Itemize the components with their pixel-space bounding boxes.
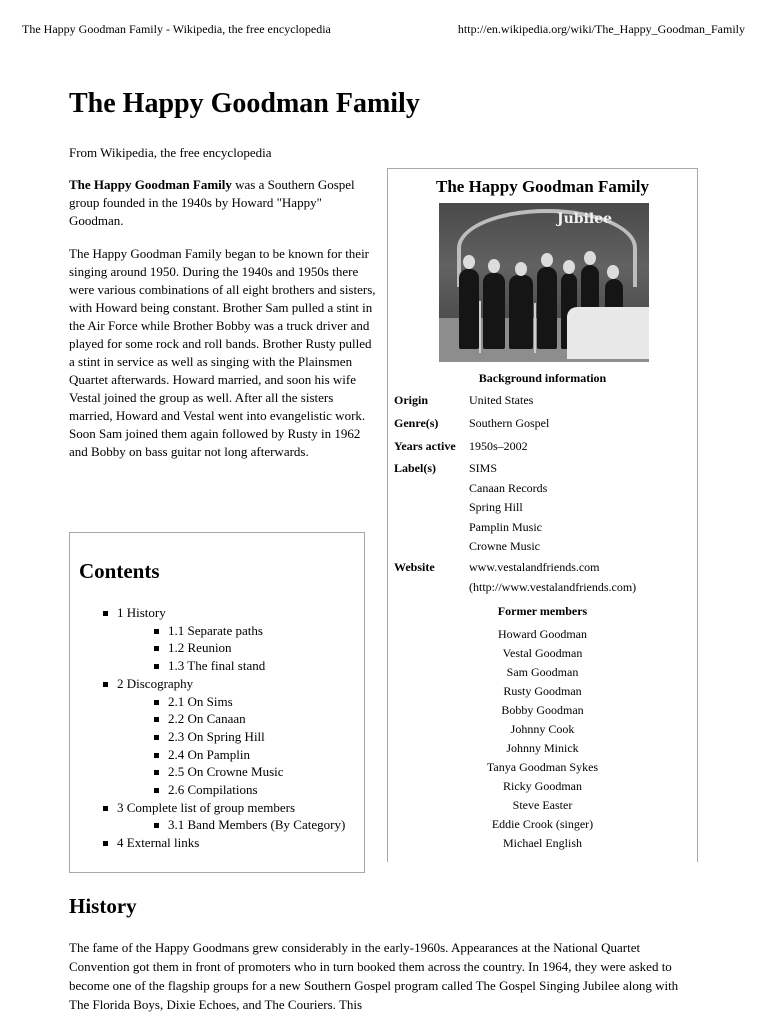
piano [567,307,649,359]
toc-subitem[interactable] [154,622,345,640]
site-subtitle: From Wikipedia, the free encyclopedia [69,145,272,160]
label-item[interactable]: Canaan Records [469,480,548,495]
print-header-url[interactable]: http://en.wikipedia.org/wiki/The_Happy_Goodman_Family [457,22,745,36]
former-members-list [388,625,697,853]
origin-value[interactable]: United States [469,393,534,407]
toc-link[interactable]: 2.2 On Canaan [168,711,246,727]
label-item[interactable]: Crowne Music [469,539,540,553]
toc-link[interactable]: 2.1 On Sims [168,693,233,709]
website-value [469,558,636,597]
former-members-heading: Former members [497,604,588,618]
toc-subitem[interactable] [154,728,345,746]
singer-figure [459,269,479,349]
singer-figure [537,267,557,349]
toc-subitem[interactable] [154,781,345,799]
toc-item[interactable] [103,604,345,675]
member-item[interactable]: Eddie Crook (singer) [491,817,594,831]
toc-item[interactable] [103,675,345,799]
toc-link[interactable]: 3.1 Band Members (By Category) [168,817,346,833]
singer-head [488,259,500,273]
label-item[interactable]: Pamplin Music [469,519,543,534]
singer-figure [509,275,533,349]
toc-subitem[interactable] [154,710,345,728]
toc-link[interactable]: 1.1 Separate paths [168,622,263,638]
member-item[interactable]: Michael English [503,836,582,850]
genre-label: Genre(s) [394,416,439,430]
website-url: (http://www.vestalandfriends.com) [469,579,637,594]
print-header-title: The Happy Goodman Family - Wikipedia, the free encyclopedia [22,22,331,36]
website-label: Website [394,560,435,574]
origin-label: Origin [394,393,429,407]
page-title: The Happy Goodman Family [69,88,420,119]
toc-subitem[interactable] [154,816,345,834]
singer-figure [483,273,505,349]
background-info-heading: Background information [478,371,607,385]
band-photo[interactable] [439,203,649,362]
singer-head [463,255,475,269]
toc-subitem[interactable] [154,693,345,711]
genre-value[interactable]: Southern Gospel [469,416,550,430]
history-paragraph: The fame of the Happy Goodmans grew considerably in the early-1960s. Appearances at the National Quartet Convention got them in front of promoters who in turn booked them across the country. In 1964, they were asked to become one of the flagship groups for a new Southern Gospel program called The Gospel Singing Jubilee along with The Florida Boys, Dixie Echoes, and The Couriers. This [69,940,679,1012]
singer-head [563,260,575,274]
intro-text: was a Southern Gospel group founded in the 1940s by Howard "Happy" Goodman. [69,177,355,228]
intro-section [69,176,379,476]
toc-link[interactable]: 2.6 Compilations [168,782,258,798]
intro-paragraph [69,176,379,230]
member-item[interactable]: Johnny Minick [506,741,579,755]
member-item[interactable]: Steve Easter [512,798,573,812]
toc-link[interactable]: 1.3 The final stand [168,658,266,674]
toc-link[interactable]: 2 Discography [117,675,194,691]
website-link[interactable]: www.vestalandfriends.com [469,560,600,574]
toc-subitem[interactable] [154,763,345,781]
member-item[interactable]: Bobby Goodman [501,703,584,717]
member-item[interactable]: Howard Goodman [498,627,587,641]
member-item[interactable]: Vestal Goodman [502,646,583,660]
labels-list [469,459,547,557]
contents-heading: Contents [79,559,160,583]
background-paragraph: The Happy Goodman Family began to be known for their singing around 1950. During the 1940s and 1950s there were various combinations of all eight brothers and sisters, with Howard being constant. Brother Sam pulled a stint in the Air Force while Brother Bobby was a truck driver and played for some rock and roll bands. Brother Rusty pulled a stint in service as well as singing with the Plainsmen Quartet afterwards. Howard married, and soon his wife Vestal joined the group as well. After all the sisters married, Howard and Vestal went into evangelistic work. Soon Sam joined them again followed by Rusty in 1962 and Bobby on bass guitar not long afterwards. [69,246,376,459]
intro-bold-title: The Happy Goodman Family [69,177,232,192]
singer-head [515,262,527,276]
member-item[interactable]: Johnny Cook [510,722,575,736]
singer-head [607,265,619,279]
history-heading: History [69,894,137,918]
microphone-stand [479,301,481,353]
toc-item[interactable] [103,834,345,852]
singer-head [541,253,553,267]
years-label: Years active [394,439,456,453]
jubilee-sign: Jubilee [557,211,613,227]
singer-head [584,251,596,265]
member-item[interactable]: Ricky Goodman [503,779,582,793]
microphone-stand [534,303,536,353]
infobox-title: The Happy Goodman Family [435,177,649,196]
label-item[interactable]: Spring Hill [469,500,523,514]
toc-subitem[interactable] [154,746,345,764]
toc-subitem[interactable] [154,657,345,675]
member-item[interactable]: Sam Goodman [506,665,579,679]
toc-item[interactable] [103,799,345,834]
toc-subitem[interactable] [154,639,345,657]
toc-link[interactable]: 1.2 Reunion [168,640,232,656]
years-value: 1950s–2002 [469,439,528,453]
infobox [387,168,698,862]
member-item[interactable]: Tanya Goodman Sykes [486,760,599,774]
toc-list [103,604,345,852]
table-of-contents [69,532,365,873]
toc-link[interactable]: 1 History [117,605,166,620]
labels-label: Label(s) [394,461,436,475]
toc-link[interactable]: 2.3 On Spring Hill [168,728,265,744]
label-item[interactable]: SIMS [469,461,498,475]
toc-link[interactable]: 2.4 On Pamplin [168,746,250,762]
toc-link[interactable]: 2.5 On Crowne Music [168,764,284,780]
member-item[interactable]: Rusty Goodman [503,684,582,698]
toc-link[interactable]: 4 External links [117,835,200,851]
toc-link[interactable]: 3 Complete list of group members [117,799,296,815]
